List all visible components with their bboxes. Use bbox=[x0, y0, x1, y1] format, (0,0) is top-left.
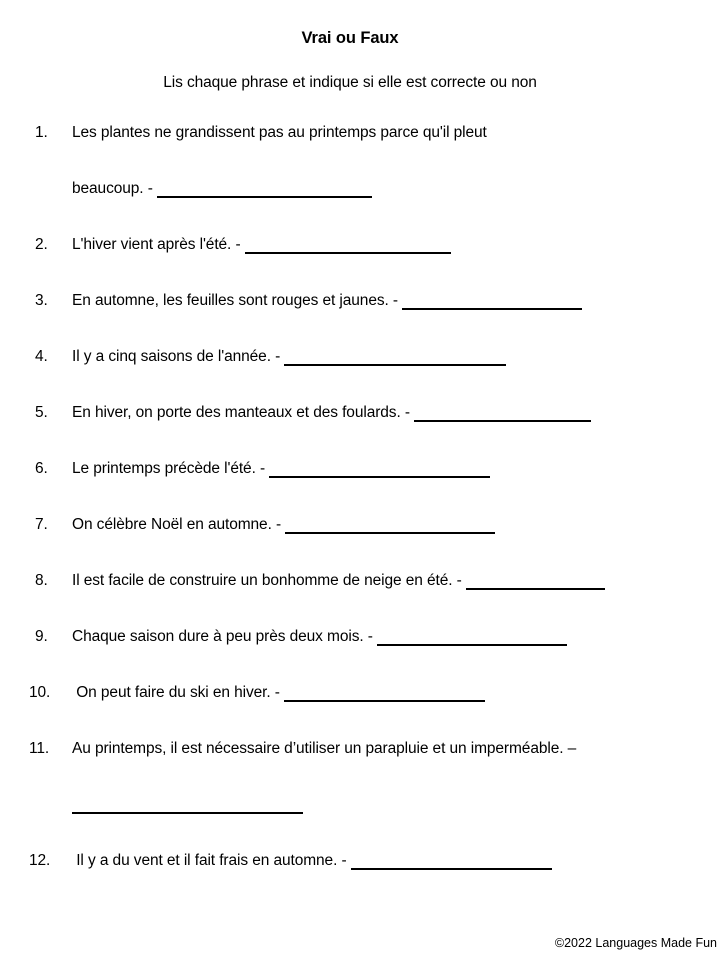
copyright-text: ©2022 Languages Made Fun bbox=[554, 936, 717, 950]
question-text-continued: beaucoup. - bbox=[72, 180, 157, 197]
question-text: En automne, les feuilles sont rouges et jaunes. - bbox=[72, 292, 403, 309]
question-number: 1. bbox=[35, 124, 48, 141]
question-number: 6. bbox=[35, 460, 48, 477]
question-item-6 bbox=[0, 441, 700, 497]
question-item-1 bbox=[0, 105, 700, 217]
question-number: 10. bbox=[29, 684, 51, 701]
question-number: 9. bbox=[35, 628, 48, 645]
question-list bbox=[0, 105, 700, 889]
answer-blank[interactable] bbox=[72, 812, 303, 814]
question-item-7 bbox=[0, 497, 700, 553]
question-number: 5. bbox=[35, 404, 48, 421]
answer-blank[interactable] bbox=[284, 364, 506, 366]
question-text: Les plantes ne grandissent pas au printemps parce qu'il pleut bbox=[72, 124, 487, 141]
question-text: Au printemps, il est nécessaire d’utiliser un parapluie et un imperméable. – bbox=[72, 740, 577, 757]
answer-blank[interactable] bbox=[351, 868, 552, 870]
question-item-8 bbox=[0, 553, 700, 609]
answer-blank[interactable] bbox=[402, 308, 582, 310]
question-number: 11. bbox=[29, 740, 50, 757]
question-number: 12. bbox=[29, 852, 51, 869]
question-item-11 bbox=[0, 721, 700, 833]
question-text: On peut faire du ski en hiver. - bbox=[72, 684, 285, 701]
answer-blank[interactable] bbox=[414, 420, 591, 422]
worksheet-header bbox=[0, 0, 700, 93]
question-item-3 bbox=[0, 273, 700, 329]
question-text: En hiver, on porte des manteaux et des foulards. - bbox=[72, 404, 415, 421]
answer-blank[interactable] bbox=[245, 252, 451, 254]
question-text: L'hiver vient après l'été. - bbox=[72, 236, 245, 253]
question-number: 8. bbox=[35, 572, 48, 589]
answer-blank[interactable] bbox=[269, 476, 490, 478]
question-text: Il y a du vent et il fait frais en automne. - bbox=[72, 852, 351, 869]
question-item-5 bbox=[0, 385, 700, 441]
answer-blank[interactable] bbox=[157, 196, 372, 198]
answer-blank[interactable] bbox=[284, 700, 485, 702]
question-text: Chaque saison dure à peu près deux mois. - bbox=[72, 628, 378, 645]
page-title: Vrai ou Faux bbox=[301, 29, 399, 47]
question-text: On célèbre Noël en automne. - bbox=[72, 516, 286, 533]
question-text: Il y a cinq saisons de l'année. - bbox=[72, 348, 285, 365]
question-item-12 bbox=[0, 833, 700, 889]
question-text: Il est facile de construire un bonhomme de neige en été. - bbox=[72, 572, 466, 589]
question-number: 7. bbox=[35, 516, 48, 533]
answer-blank[interactable] bbox=[466, 588, 605, 590]
answer-blank[interactable] bbox=[285, 532, 495, 534]
question-number: 3. bbox=[35, 292, 48, 309]
question-item-9 bbox=[0, 609, 700, 665]
answer-blank[interactable] bbox=[377, 644, 567, 646]
question-item-2 bbox=[0, 217, 700, 273]
question-number: 4. bbox=[35, 348, 48, 365]
question-number: 2. bbox=[35, 236, 48, 253]
question-text: Le printemps précède l'été. - bbox=[72, 460, 270, 477]
question-item-4 bbox=[0, 329, 700, 385]
page-subtitle: Lis chaque phrase et indique si elle est correcte ou non bbox=[163, 74, 537, 91]
question-item-10 bbox=[0, 665, 700, 721]
